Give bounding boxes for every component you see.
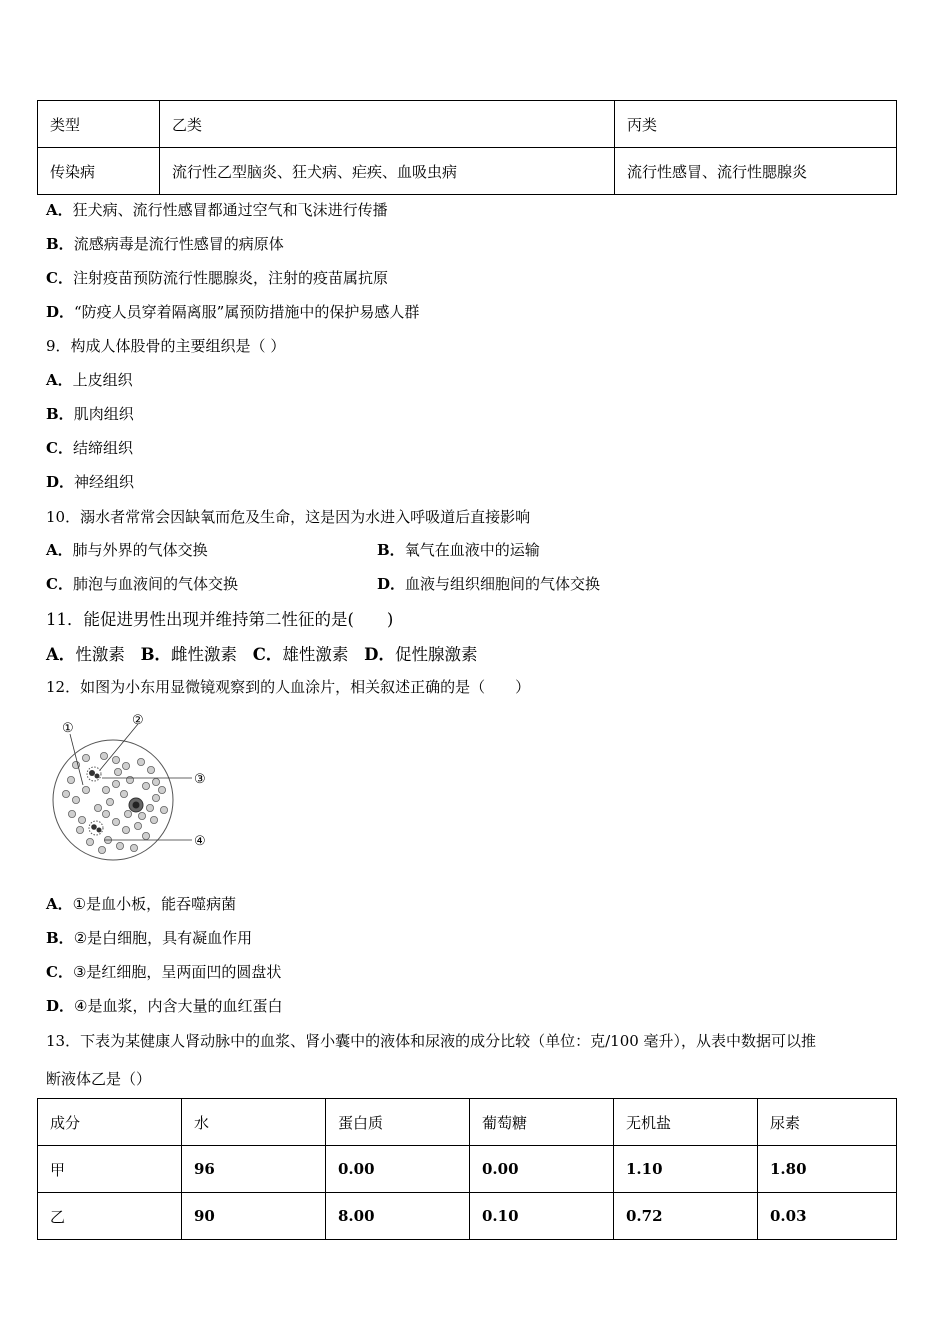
q12-option-d: D．④是血浆，内含大量的血红蛋白 — [46, 997, 283, 1015]
red-blood-cell-icon — [152, 778, 159, 785]
red-blood-cell-icon — [82, 754, 89, 761]
red-blood-cell-icon — [122, 762, 129, 769]
red-blood-cell-icon — [116, 842, 123, 849]
table-cell: 蛋白质 — [326, 1099, 470, 1146]
label-3: ③ — [194, 772, 206, 787]
table-cell: 0.03 — [758, 1193, 897, 1240]
red-blood-cell-icon — [72, 796, 79, 803]
q9-option-d: D．神经组织 — [46, 473, 135, 491]
red-blood-cell-icon — [120, 790, 127, 797]
red-blood-cell-icon — [102, 786, 109, 793]
q9-option-c: C．结缔组织 — [46, 439, 133, 457]
red-blood-cell-icon — [78, 816, 85, 823]
table-cell: 尿素 — [758, 1099, 897, 1146]
table-cell: 无机盐 — [614, 1099, 758, 1146]
red-blood-cell-icon — [67, 776, 74, 783]
red-blood-cell-icon — [130, 844, 137, 851]
q8-option-a: A．狂犬病、流行性感冒都通过空气和飞沫进行传播 — [46, 201, 388, 219]
q11-options: A．性激素 B．雌性激素 C．雄性激素 D．促性腺激素 — [46, 645, 478, 664]
red-blood-cell-icon — [124, 810, 131, 817]
q9-option-b: B．肌肉组织 — [46, 405, 134, 423]
red-blood-cell-icon — [68, 810, 75, 817]
table-row — [38, 148, 897, 195]
table-cell: 流行性乙型脑炎、狂犬病、疟疾、血吸虫病 — [160, 148, 615, 195]
red-blood-cell-icon — [152, 794, 159, 801]
q9-stem: 9．构成人体股骨的主要组织是（ ） — [46, 337, 286, 355]
q12-option-c: C．③是红细胞，呈两面凹的圆盘状 — [46, 963, 282, 981]
red-blood-cell-icon — [137, 758, 144, 765]
red-blood-cell-icon — [150, 816, 157, 823]
red-blood-cell-icon — [134, 822, 141, 829]
table-cell: 0.00 — [470, 1146, 614, 1193]
red-blood-cell-icon — [98, 846, 105, 853]
table-cell: 甲 — [38, 1146, 182, 1193]
blood-smear-figure — [46, 710, 216, 870]
q12-option-b: B．②是白细胞，具有凝血作用 — [46, 929, 253, 947]
red-blood-cell-icon — [142, 782, 149, 789]
q13-stem-line2: 断液体乙是（） — [46, 1070, 152, 1088]
red-blood-cell-icon — [138, 812, 145, 819]
q13-stem-line1: 13．下表为某健康人肾动脉中的血浆、肾小囊中的液体和尿液的成分比较（单位：克/100 毫升），从表中数据可以推 — [46, 1032, 817, 1050]
red-blood-cell-icon — [94, 804, 101, 811]
table-cell: 丙类 — [615, 101, 897, 148]
q10-option-a: A．肺与外界的气体交换 — [46, 541, 208, 559]
red-blood-cell-icon — [76, 826, 83, 833]
red-blood-cell-icon — [142, 832, 149, 839]
table-cell: 乙 — [38, 1193, 182, 1240]
q10-option-b: B．氧气在血液中的运输 — [377, 541, 540, 559]
red-blood-cell-icon — [62, 790, 69, 797]
table-cell: 水 — [182, 1099, 326, 1146]
red-blood-cell-icon — [100, 752, 107, 759]
q12-stem: 12．如图为小东用显微镜观察到的人血涂片，相关叙述正确的是（ ） — [46, 678, 531, 696]
q12-option-a: A．①是血小板，能吞噬病菌 — [46, 895, 237, 913]
red-blood-cell-icon — [126, 776, 133, 783]
table-cell: 成分 — [38, 1099, 182, 1146]
q8-option-b: B．流感病毒是流行性感冒的病原体 — [46, 235, 284, 253]
table-cell: 1.10 — [614, 1146, 758, 1193]
q11-stem: 11．能促进男性出现并维持第二性征的是( ) — [46, 610, 394, 629]
table-cell: 96 — [182, 1146, 326, 1193]
q10-option-c: C．肺泡与血液间的气体交换 — [46, 575, 238, 593]
red-blood-cell-icon — [122, 826, 129, 833]
disease-table — [37, 100, 897, 195]
table-row — [38, 101, 897, 148]
label-1: ① — [62, 721, 74, 736]
label-4: ④ — [194, 834, 206, 849]
table-cell: 葡萄糖 — [470, 1099, 614, 1146]
red-blood-cell-icon — [106, 798, 113, 805]
red-blood-cell-icon — [82, 786, 89, 793]
table-cell: 类型 — [38, 101, 160, 148]
red-blood-cell-icon — [147, 766, 154, 773]
red-blood-cell-icon — [158, 786, 165, 793]
table-row — [38, 1193, 897, 1240]
label-2: ② — [132, 713, 144, 728]
red-blood-cell-icon — [146, 804, 153, 811]
q10-option-d: D．血液与组织细胞间的气体交换 — [377, 575, 601, 593]
urine-composition-table — [37, 1098, 897, 1240]
red-blood-cell-icon — [102, 810, 109, 817]
table-cell: 流行性感冒、流行性腮腺炎 — [615, 148, 897, 195]
red-blood-cell-icon — [160, 806, 167, 813]
table-cell: 1.80 — [758, 1146, 897, 1193]
q10-stem: 10．溺水者常常会因缺氧而危及生命，这是因为水进入呼吸道后直接影响 — [46, 508, 531, 526]
table-cell: 0.10 — [470, 1193, 614, 1240]
q8-option-d: D．“防疫人员穿着隔离服”属预防措施中的保护易感人群 — [46, 303, 420, 321]
table-cell: 0.72 — [614, 1193, 758, 1240]
red-blood-cell-icon — [114, 768, 121, 775]
table-cell: 0.00 — [326, 1146, 470, 1193]
red-blood-cell-icon — [112, 780, 119, 787]
q8-option-c: C．注射疫苗预防流行性腮腺炎，注射的疫苗属抗原 — [46, 269, 388, 287]
table-cell: 传染病 — [38, 148, 160, 195]
table-cell: 8.00 — [326, 1193, 470, 1240]
red-blood-cell-icon — [112, 818, 119, 825]
red-blood-cell-icon — [86, 838, 93, 845]
table-row — [38, 1146, 897, 1193]
table-row — [38, 1099, 897, 1146]
q9-option-a: A．上皮组织 — [46, 371, 133, 389]
table-cell: 乙类 — [160, 101, 615, 148]
table-cell: 90 — [182, 1193, 326, 1240]
red-blood-cell-icon — [112, 756, 119, 763]
